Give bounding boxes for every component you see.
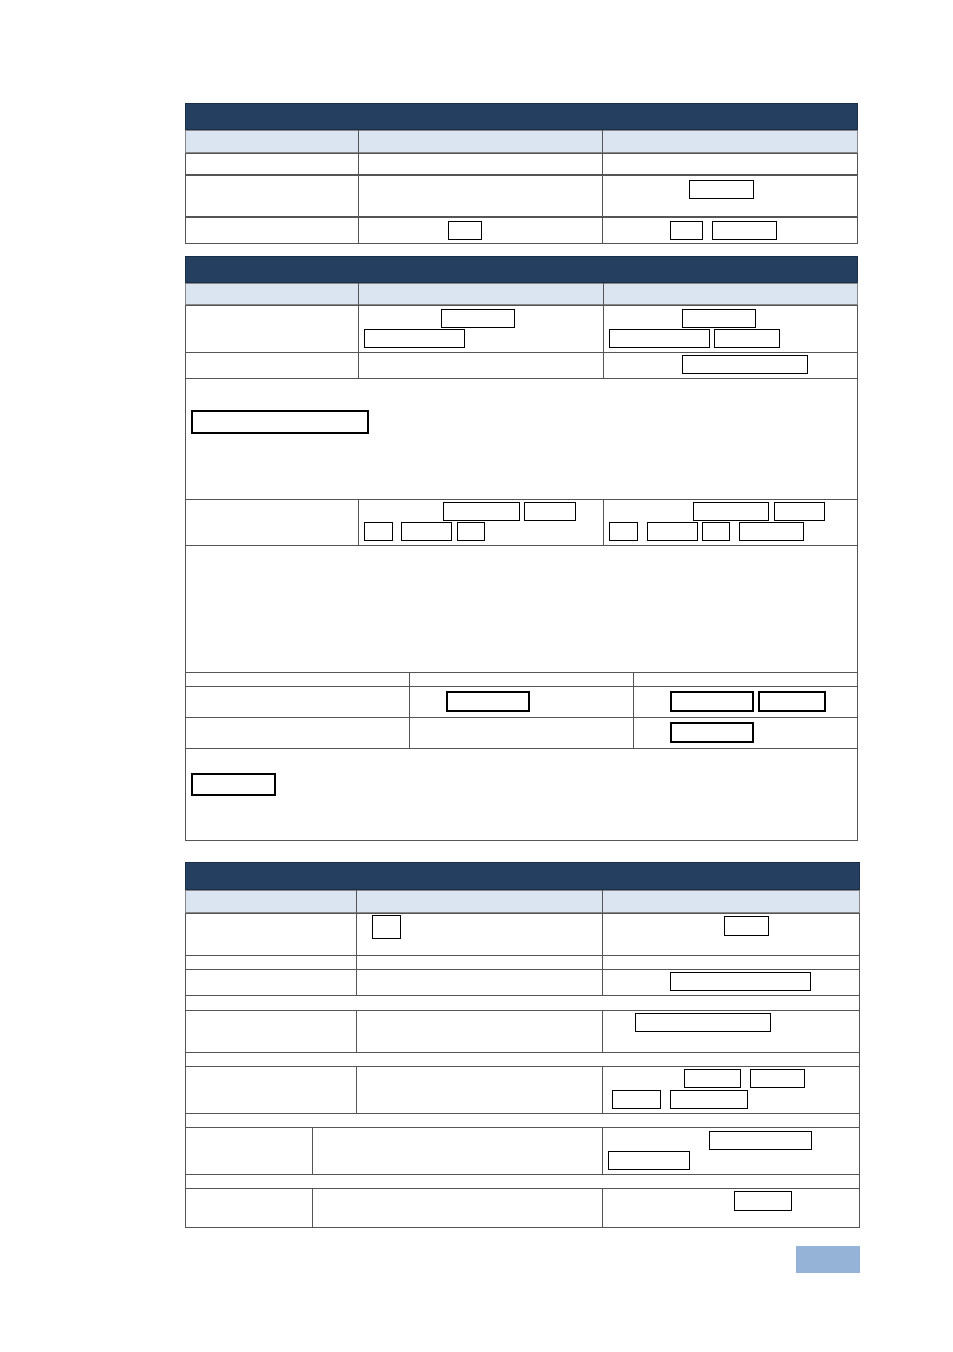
table-2-title-bar [185, 256, 858, 283]
redacted-field [372, 915, 401, 939]
redacted-field [191, 773, 276, 796]
redacted-field [670, 1090, 748, 1109]
redacted-field [739, 522, 804, 541]
redacted-field [689, 180, 754, 199]
table-row [185, 175, 858, 217]
redacted-field [682, 355, 808, 374]
redacted-field [635, 1013, 771, 1032]
redacted-field [364, 329, 465, 348]
redacted-field [670, 722, 754, 743]
redacted-field [724, 916, 769, 936]
redacted-field [670, 691, 754, 712]
table-2-body [185, 305, 858, 841]
redacted-field [443, 502, 520, 521]
redacted-field [448, 221, 482, 240]
redacted-field [774, 502, 825, 521]
redacted-field [524, 502, 576, 521]
redacted-field [441, 309, 515, 328]
table-3-column-header [185, 890, 860, 913]
redacted-field [714, 329, 780, 348]
redacted-field [709, 1131, 812, 1150]
redacted-field [670, 221, 703, 240]
redacted-field [693, 502, 769, 521]
redacted-field [712, 221, 777, 240]
redacted-field [457, 522, 485, 541]
redacted-field [609, 522, 638, 541]
table-3-title-bar [185, 862, 860, 890]
table-row [185, 153, 858, 175]
redacted-field [734, 1191, 792, 1211]
redacted-field [758, 691, 826, 712]
redacted-field [401, 522, 452, 541]
redacted-field [609, 329, 710, 348]
page-number-tab [796, 1246, 860, 1273]
table-2-column-header [185, 283, 858, 305]
redacted-field [612, 1090, 661, 1109]
redacted-field [647, 522, 698, 541]
redacted-field [702, 522, 730, 541]
redacted-field [364, 522, 393, 541]
redacted-field [684, 1069, 741, 1088]
redacted-field [191, 410, 369, 434]
redacted-field [446, 691, 530, 712]
redacted-field [608, 1151, 690, 1170]
table-1-column-header [185, 130, 858, 153]
redacted-field [750, 1069, 805, 1088]
table-1-title-bar [185, 103, 858, 130]
redacted-field [670, 972, 811, 991]
redacted-field [682, 309, 756, 328]
